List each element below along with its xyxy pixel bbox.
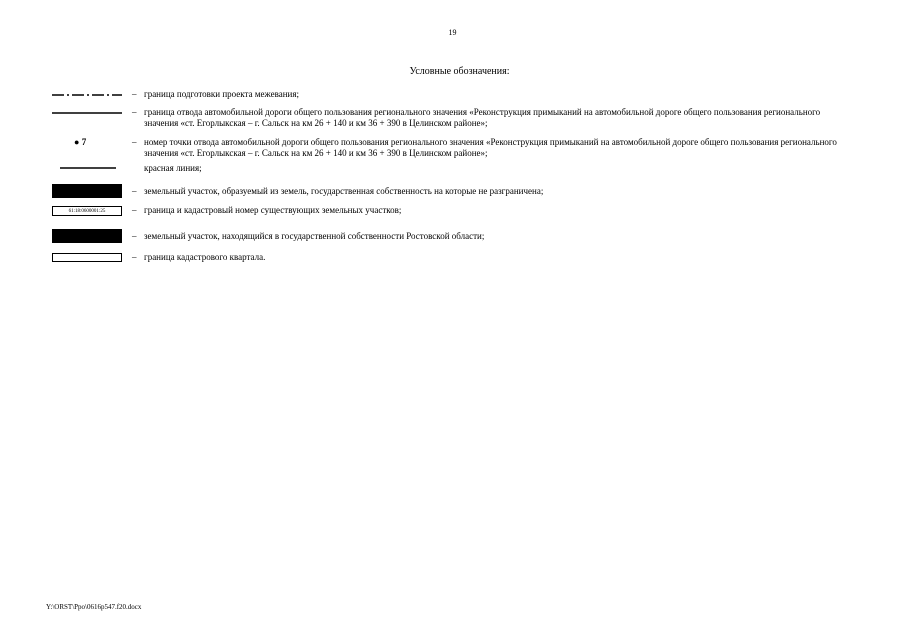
legend-dash: –	[132, 252, 137, 262]
legend-text: земельный участок, образуемый из земель, государственная собственность на которые не разграничена;	[144, 186, 544, 196]
legend-title: Условные обозначения:	[409, 66, 510, 77]
outlined-quarter-symbol	[52, 253, 122, 262]
legend-dash: –	[132, 231, 137, 241]
legend-text: граница и кадастровый номер существующих земельных участков;	[144, 205, 402, 215]
legend-text: земельный участок, находящийся в государственной собственности Ростовской области;	[144, 231, 485, 241]
filled-regional-plot-symbol	[52, 229, 122, 243]
red-line-symbol	[60, 165, 130, 171]
dash-dot-line-symbol	[52, 92, 122, 98]
legend-dash: –	[132, 89, 137, 99]
legend-dash: –	[132, 107, 137, 117]
point-dot-icon: ●	[74, 137, 80, 147]
legend-dash: –	[132, 137, 137, 147]
filled-plot-symbol	[52, 184, 122, 198]
page-number: 19	[448, 28, 457, 37]
footer-file-path: Y:\ORST\Ppo\0616p547.f20.docx	[46, 603, 142, 611]
point-symbol-number: 7	[81, 137, 87, 147]
legend-text: граница отвода автомобильной дороги общего пользования регионального значения «Реконструкция примыканий на автомобильной дороге общего пользования регионального значения «ст. Егорлыкская – г. Сальск на км 26 + 140 и км 36 + 390 в Целинском районе»;	[144, 107, 821, 128]
legend-text: номер точки отвода автомобильной дороги общего пользования регионального значения «Реконструкция примыканий на автомобильной дороге общего пользования регионального значения «ст. Егорлыкская – г. Сальск на км 26 + 140 и км 36 + 390 в Целинском районе»;	[144, 137, 837, 158]
legend-dash: –	[132, 205, 137, 215]
legend-text: красная линия;	[144, 163, 202, 173]
legend-text: граница кадастрового квартала.	[144, 252, 266, 262]
cadastral-number-symbol: 61:18:0600001:25	[52, 206, 122, 216]
legend-text: граница подготовки проекта межевания;	[144, 89, 300, 99]
legend-dash: –	[132, 186, 137, 196]
solid-line-symbol	[52, 110, 122, 116]
